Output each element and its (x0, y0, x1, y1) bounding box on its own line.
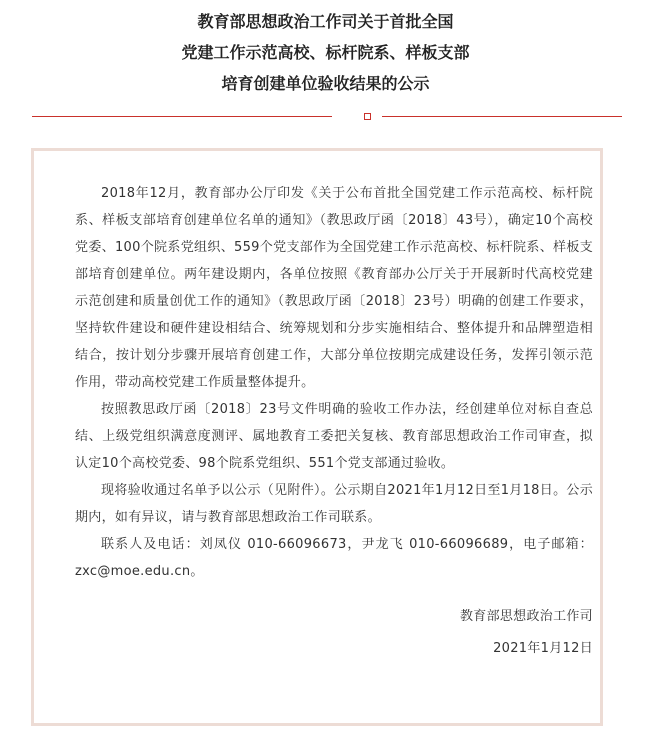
divider-diamond-icon (364, 113, 371, 120)
title-line-3: 培育创建单位验收结果的公示 (221, 74, 430, 93)
title-line-2: 党建工作示范高校、标杆院系、样板支部 (181, 43, 470, 62)
paragraph-background: 2018年12月，教育部办公厅印发《关于公布首批全国党建工作示范高校、标杆院系、样板支部培育创建单位名单的通知》（教思政厅函〔2018〕43号），确定10个高校党委、100个院系党组织、559个党支部作为全国党建工作示范高校、标杆院系、样板支部培育创建单位。两年建设期内，各单位按照《教育部办公厅关于开展新时代高校党建示范创建和质量创优工作的通知》（教思政厅函〔2018〕23号）明确的创建工作要求，坚持软件建设和硬件建设相结合、统筹规划和分步实施相结合、整体提升和品牌塑造相结合，按计划分步骤开展培育创建工作，大部分单位按期完成建设任务，发挥引领示范作用，带动高校党建工作质量整体提升。 (75, 186, 593, 390)
signature-date: 2021年1月12日 (493, 641, 593, 656)
paragraph-announcement: 现将验收通过名单予以公示（见附件）。公示期自2021年1月12日至1月18日。公示期内，如有异议，请与教育部思想政治工作司联系。 (75, 483, 593, 525)
notice-title (0, 6, 651, 99)
title-divider-left (32, 116, 332, 117)
paragraph-contact: 联系人及电话：刘凤仪 010-66096673，尹龙飞 010-66096689，电子邮箱：zxc@moe.edu.cn。 (75, 537, 593, 579)
title-divider-right (382, 116, 622, 117)
notice-body (75, 180, 593, 662)
paragraph-acceptance: 按照教思政厅函〔2018〕23号文件明确的验收工作办法，经创建单位对标自查总结、上级党组织满意度测评、属地教育工委把关复核、教育部思想政治工作司审查，拟认定10个高校党委、98个院系党组织、551个党支部通过验收。 (75, 402, 593, 471)
title-line-1: 教育部思想政治工作司关于首批全国 (197, 12, 454, 31)
signature-org: 教育部思想政治工作司 (459, 609, 593, 624)
